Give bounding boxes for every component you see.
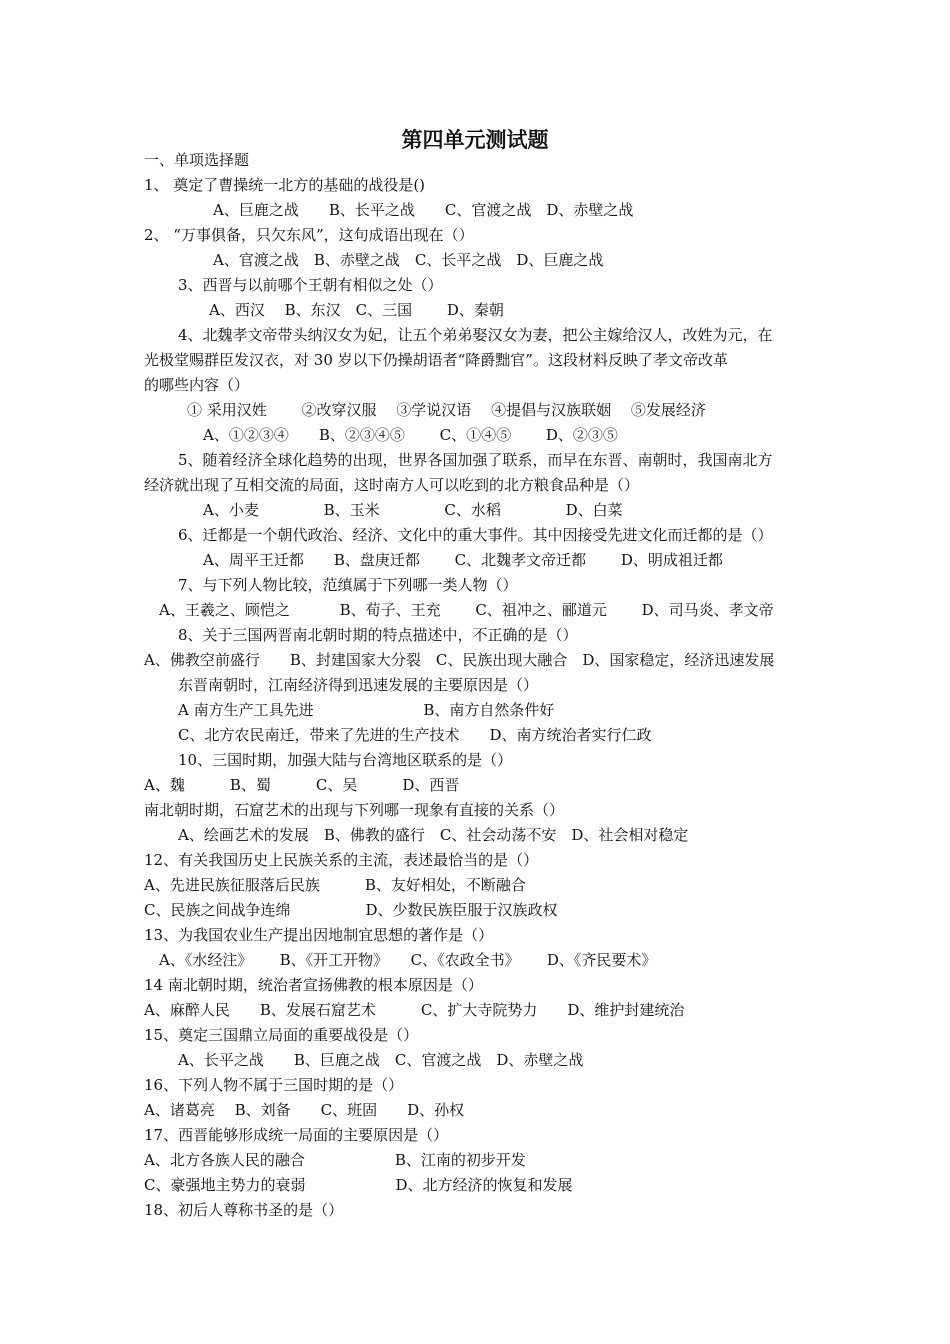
question-16-options: A、诸葛亮 B、刘备 C、班固 D、孙权: [144, 1101, 465, 1119]
section-heading: 一、单项选择题: [144, 151, 250, 169]
question-4-line-1: 4、北魏孝文帝带头纳汉女为妃，让五个弟弟娶汉女为妻，把公主嫁给汉人，改姓为元，在: [178, 326, 773, 344]
question-12: 12、有关我国历史上民族关系的主流，表述最恰当的是（）: [144, 851, 539, 869]
question-17-options-row-2: C、豪强地主势力的衰弱 D、北方经济的恢复和发展: [144, 1176, 573, 1194]
question-9-options-row-1: A 南方生产工具先进 B、南方自然条件好: [178, 701, 555, 719]
question-17: 17、西晋能够形成统一局面的主要原因是（）: [144, 1126, 449, 1144]
question-12-options-row-2: C、民族之间战争连绵 D、少数民族臣服于汉族政权: [144, 901, 558, 919]
question-15: 15、奠定三国鼎立局面的重要战役是（）: [144, 1026, 419, 1044]
question-7: 7、与下列人物比较，范缜属于下列哪一类人物（）: [178, 576, 518, 594]
question-12-options-row-1: A、先进民族征服落后民族 B、友好相处，不断融合: [144, 876, 526, 894]
question-13-options: A、《水经注》 B、《开工开物》 C、《农政全书》 D、《齐民要术》: [159, 951, 657, 969]
question-17-options-row-1: A、北方各族人民的融合 B、江南的初步开发: [144, 1151, 526, 1169]
question-5-line-1: 5、随着经济全球化趋势的出现，世界各国加强了联系，而早在东晋、南朝时，我国南北方: [178, 451, 773, 469]
question-1: 1、 奠定了曹操统一北方的基础的战役是(): [144, 176, 426, 194]
question-16: 16、下列人物不属于三国时期的是（）: [144, 1076, 404, 1094]
question-8-options: A、佛教空前盛行 B、封建国家大分裂 C、民族出现大融合 D、国家稳定，经济迅速发展: [144, 651, 775, 669]
question-18: 18、初后人尊称书圣的是（）: [144, 1201, 344, 1219]
question-2-options: A、官渡之战 B、赤壁之战 C、长平之战 D、巨鹿之战: [213, 251, 604, 269]
question-14-options: A、麻醉人民 B、发展石窟艺术 C、扩大寺院势力 D、维护封建统治: [144, 1001, 685, 1019]
question-11-options: A、绘画艺术的发展 B、佛教的盛行 C、社会动荡不安 D、社会相对稳定: [178, 826, 689, 844]
question-4-line-2: 光极堂赐群臣发汉衣，对 30 岁以下仍操胡语者“降爵黜官”。这段材料反映了孝文帝改革: [144, 351, 728, 369]
question-4-options: A、①②③④ B、②③④⑤ C、①④⑤ D、②③⑤: [203, 426, 618, 444]
question-7-options: A、王羲之、顾恺之 B、荀子、王充 C、祖冲之、郦道元 D、司马炎、孝文帝: [159, 601, 774, 619]
question-3-options: A、西汉 B、东汉 C、三国 D、秦朝: [209, 301, 504, 319]
question-6-options: A、周平王迁都 B、盘庚迁都 C、北魏孝文帝迁都 D、明成祖迁都: [203, 551, 723, 569]
question-5-options: A、小麦 B、玉米 C、水稻 D、白菜: [203, 501, 623, 519]
question-3: 3、西晋与以前哪个王朝有相似之处（）: [178, 276, 443, 294]
question-8: 8、关于三国两晋南北朝时期的特点描述中，不正确的是（）: [178, 626, 578, 644]
question-1-options: A、巨鹿之战 B、长平之战 C、官渡之战 D、赤壁之战: [213, 201, 634, 219]
question-4-statements: ① 采用汉姓 ②改穿汉服 ③学说汉语 ④提倡与汉族联姻 ⑤发展经济: [187, 401, 706, 419]
question-15-options: A、长平之战 B、巨鹿之战 C、官渡之战 D、赤壁之战: [178, 1051, 584, 1069]
question-10-options: A、魏 B、蜀 C、吴 D、西晋: [144, 776, 460, 794]
page-title: 第四单元测试题: [401, 128, 549, 152]
question-9-options-row-2: C、北方农民南迁，带来了先进的生产技术 D、南方统治者实行仁政: [178, 726, 652, 744]
question-13: 13、为我国农业生产提出因地制宜思想的著作是（）: [144, 926, 494, 944]
question-2: 2、 “万事俱备，只欠东风”，这句成语出现在（）: [144, 226, 474, 244]
question-11: 南北朝时期，石窟艺术的出现与下列哪一现象有直接的关系（）: [144, 801, 565, 819]
question-10: 10、三国时期，加强大陆与台湾地区联系的是（）: [178, 751, 513, 769]
question-6: 6、迁都是一个朝代政治、经济、文化中的重大事件。其中因接受先进文化而迁都的是（）: [178, 526, 773, 544]
question-14: 14 南北朝时期，统治者宣扬佛教的根本原因是（）: [144, 976, 483, 994]
question-4-line-3: 的哪些内容（）: [144, 376, 250, 394]
question-5-line-2: 经济就出现了互相交流的局面，这时南方人可以吃到的北方粮食品种是（）: [144, 476, 640, 494]
question-9: 东晋南朝时，江南经济得到迅速发展的主要原因是（）: [178, 676, 539, 694]
